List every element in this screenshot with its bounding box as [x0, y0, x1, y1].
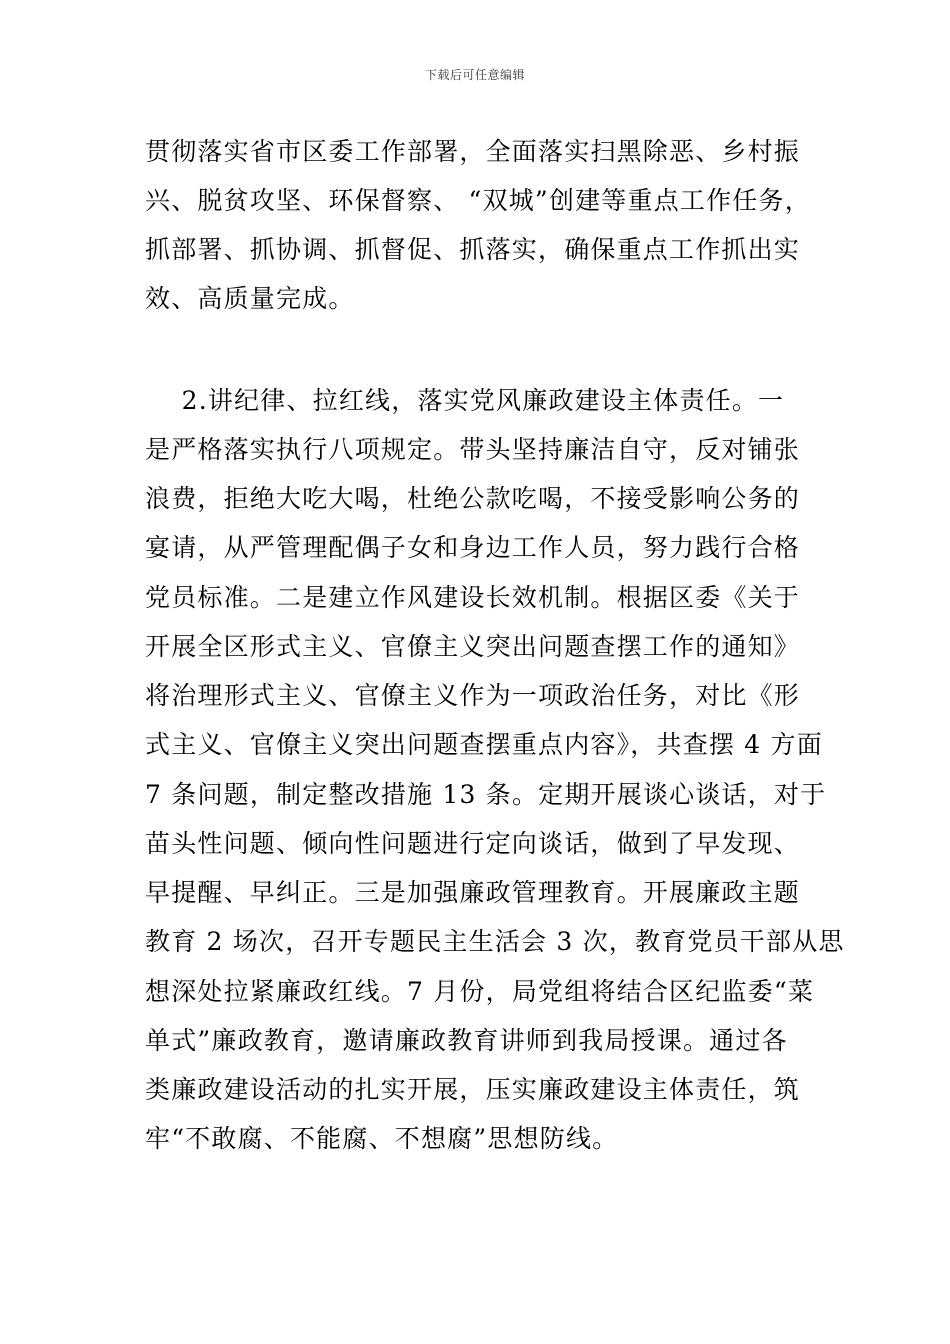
text-line: 贯彻落实省市区委工作部署，全面落实扫黑除恶、乡村振	[145, 137, 801, 166]
text-line: 2.讲纪律、拉红线，落实党风廉政建设主体责任。一	[145, 386, 785, 415]
text-line: 类廉政建设活动的扎实开展，压实廉政建设主体责任，筑	[145, 1075, 801, 1104]
page-header-note: 下载后可任意编辑	[424, 68, 525, 82]
text-line: 早提醒、早纠正。三是加强廉政管理教育。开展廉政主题	[145, 878, 801, 907]
text-line: 宴请，从严管理配偶子女和身边工作人员，努力践行合格	[145, 533, 801, 562]
text-line: 是严格落实执行八项规定。带头坚持廉洁自守，反对铺张	[145, 435, 801, 464]
text-line: 单式”廉政教育，邀请廉政教育讲师到我局授课。通过各	[145, 1026, 788, 1055]
text-line: 兴、脱贫攻坚、环保督察、 “双城”创建等重点工作任务，	[145, 186, 811, 215]
text-line: 效、高质量完成。	[145, 284, 355, 313]
text-line: 党员标准。二是建立作风建设长效机制。根据区委《关于	[145, 583, 801, 612]
text-line: 式主义、官僚主义突出问题查摆重点内容》，共查摆 4 方面	[145, 730, 823, 759]
text-line: 教育 2 场次，召开专题民主生活会 3 次，教育党员干部从思	[145, 927, 845, 956]
text-line: 想深处拉紧廉政红线。7 月份，局党组将结合区纪监委“菜	[145, 977, 815, 1006]
text-line: 将治理形式主义、官僚主义作为一项政治任务，对比《形	[145, 681, 801, 710]
text-line: 浪费，拒绝大吃大喝，杜绝公款吃喝，不接受影响公务的	[145, 484, 801, 513]
text-line: 开展全区形式主义、官僚主义突出问题查摆工作的通知》	[145, 632, 801, 661]
text-line: 7 条问题，制定整改措施 13 条。定期开展谈心谈话，对于	[145, 780, 827, 809]
text-line: 苗头性问题、倾向性问题进行定向谈话，做到了早发现、	[145, 829, 801, 858]
text-line: 抓部署、抓协调、抓督促、抓落实，确保重点工作抓出实	[145, 235, 801, 264]
text-line: 牢“不敢腐、不能腐、不想腐”思想防线。	[145, 1124, 619, 1153]
